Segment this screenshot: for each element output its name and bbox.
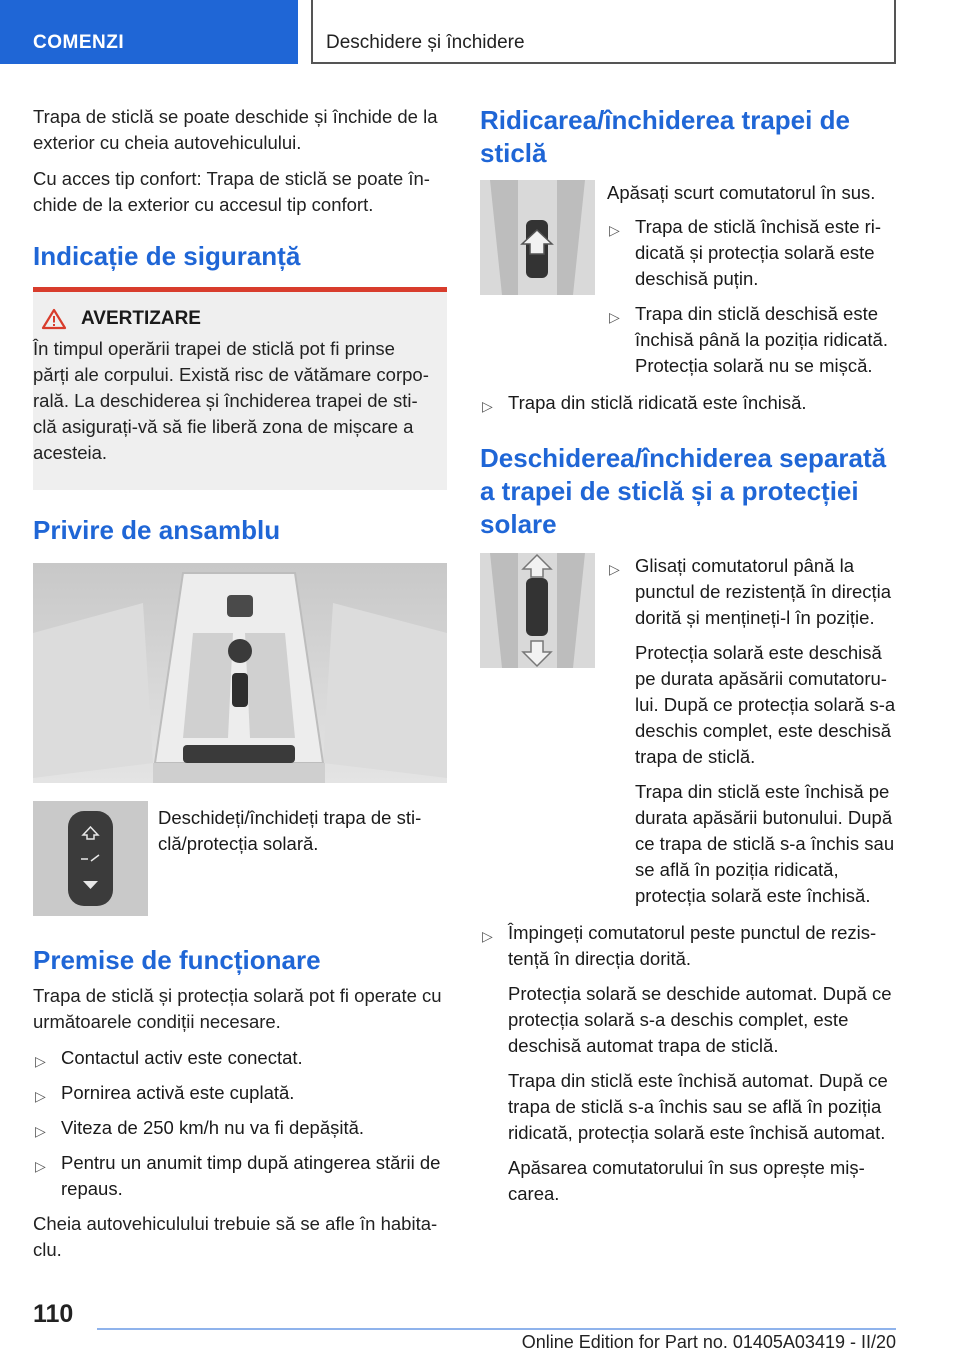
separate-text	[607, 553, 896, 918]
bullet-triangle-icon: ▷	[35, 1053, 46, 1069]
switch-caption: Deschideți/închideți trapa de sticlă/protecția solară.	[158, 807, 422, 854]
list-item: ▷ Împingeți comutatorul peste punctul de rezistență în direcția dorită.	[482, 922, 877, 969]
warning-box	[33, 287, 447, 490]
warning-title	[41, 308, 435, 330]
page-number: 110	[33, 1300, 74, 1328]
roof-console-image	[33, 563, 447, 783]
raise-list	[607, 214, 896, 379]
heading-raise-close: Ridicarea/închiderea trapei de sticlă	[480, 105, 850, 168]
switch-caption-row	[33, 801, 447, 916]
switch-slide-image	[480, 553, 595, 668]
switch-up-thumbnail	[480, 180, 595, 295]
footer-edition: Online Edition for Part no. 01405A03419 - II/20	[521, 1332, 896, 1352]
separate-paragraph-2: Trapa din sticlă este închisă pe durata apăsării butonului. După ce trapa de sticlă s-a închis sau se află în poziția ridicată, protecția solară este închisă.	[635, 781, 895, 906]
chapter-label: Deschidere și închidere	[326, 32, 525, 53]
key-note: Cheia autovehiculului trebuie să se afle în habitaclu.	[33, 1213, 438, 1260]
list-item: ▷ Pentru un anumit timp după atingerea stării de repaus.	[35, 1152, 441, 1199]
switch-thumbnail	[33, 801, 148, 916]
list-item: ▷ Glisați comutatorul până la punctul de rezistență în direcția dorită și mențineți-l în poziție.	[609, 555, 892, 628]
separate-list-continued	[480, 920, 896, 972]
separate-paragraph-1: Protecția solară este deschisă pe durata apăsării comutatorului. După ce protecția solară s-a deschis complet, este deschisă trapa de sticlă.	[635, 642, 896, 767]
raise-list-continued	[480, 390, 896, 416]
bullet-triangle-icon: ▷	[35, 1123, 46, 1139]
switch-image	[33, 801, 148, 916]
raise-text	[607, 180, 896, 388]
prereq-intro: Trapa de sticlă și protecția solară pot fi operate cu următoarele condiții necesare.	[33, 985, 442, 1032]
warning-label: AVERTIZARE	[81, 308, 201, 329]
list-item: ▷ Trapa de sticlă închisă este ridicată și protecția solară este deschisă puțin.	[609, 216, 882, 289]
left-column	[33, 104, 447, 1273]
roof-console-photo	[33, 563, 447, 783]
intro-paragraph-1: Trapa de sticlă se poate deschide și închide de la exterior cu cheia autovehiculului.	[33, 106, 438, 153]
intro-paragraph-2: Cu acces tip confort: Trapa de sticlă se poate închide de la exterior cu accesul tip confort.	[33, 168, 430, 215]
switch-slide-thumbnail	[480, 553, 595, 668]
separate-paragraph-3: Protecția solară se deschide automat. După ce protecția solară s-a deschis complet, este deschisă automat trapa de sticlă.	[508, 983, 892, 1056]
chapter-tab[interactable]	[311, 0, 896, 64]
heading-safety: Indicație de siguranță	[33, 241, 301, 271]
warning-triangle-icon	[41, 308, 67, 330]
warning-text: În timpul operării trapei de sticlă pot fi prinse părți ale corpului. Există risc de vătămare corporală. La deschiderea și închiderea trapei de sticlă asigurați-vă să fie liberă zona de mișcare a acesteia.	[33, 338, 429, 463]
raise-lead: Apăsați scurt comutatorul în sus.	[607, 182, 876, 203]
bullet-triangle-icon: ▷	[609, 309, 620, 325]
raise-row	[480, 180, 896, 388]
separate-paragraph-4: Trapa din sticlă este închisă automat. După ce trapa de sticlă s-a închis sau se află în poziția ridicată, protecția solară este închisă automat.	[508, 1070, 888, 1143]
bullet-triangle-icon: ▷	[609, 222, 620, 238]
footer-divider	[97, 1328, 896, 1330]
switch-up-image	[480, 180, 595, 295]
list-item: ▷ Trapa din sticlă ridicată este închisă.	[480, 390, 896, 416]
separate-paragraph-5: Apăsarea comutatorului în sus oprește mișcarea.	[508, 1157, 865, 1204]
bullet-triangle-icon: ▷	[609, 561, 620, 577]
bullet-triangle-icon: ▷	[35, 1158, 46, 1174]
list-item: ▷ Viteza de 250 km/h nu va fi depășită.	[33, 1115, 447, 1141]
heading-prerequisites: Premise de funcționare	[33, 945, 321, 975]
separate-row	[480, 553, 896, 918]
heading-overview: Privire de ansamblu	[33, 515, 281, 545]
section-tab[interactable]	[0, 0, 298, 64]
separate-list	[607, 553, 896, 631]
list-item: ▷ Contactul activ este conectat.	[33, 1045, 447, 1071]
list-item: ▷ Trapa din sticlă deschisă este închisă până la poziția ridicată. Protecția solară nu se mișcă.	[609, 303, 888, 376]
prereq-list	[33, 1045, 447, 1202]
heading-separate: Deschiderea/închiderea separată a trapei de sticlă și a protecției solare	[480, 443, 887, 539]
list-item: ▷ Pornirea activă este cuplată.	[33, 1080, 447, 1106]
bullet-triangle-icon: ▷	[482, 398, 493, 414]
bullet-triangle-icon: ▷	[35, 1088, 46, 1104]
bullet-triangle-icon: ▷	[482, 928, 493, 944]
right-column	[480, 104, 896, 1216]
section-label: COMENZI	[33, 32, 125, 53]
